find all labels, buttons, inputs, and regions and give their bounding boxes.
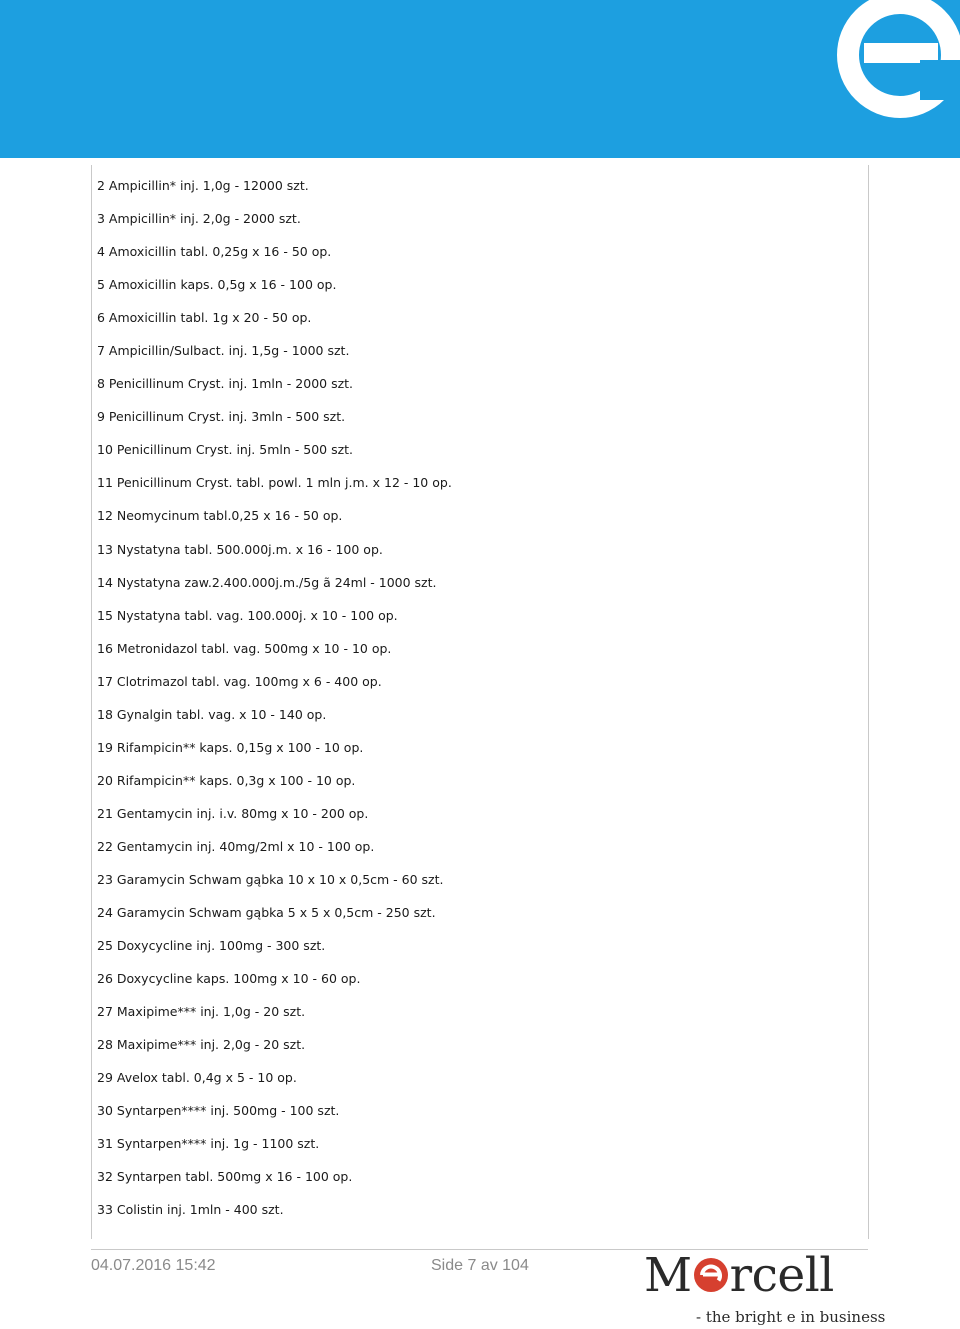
list-item: 4 Amoxicillin tabl. 0,25g x 16 - 50 op. bbox=[97, 244, 332, 260]
brand-prefix: M bbox=[644, 1248, 692, 1303]
list-item: 20 Rifampicin** kaps. 0,3g x 100 - 10 op. bbox=[97, 772, 356, 788]
list-item: 2 Ampicillin* inj. 1,0g - 12000 szt. bbox=[97, 178, 309, 193]
list-item: 10 Penicillinum Cryst. inj. 5mln - 500 szt. bbox=[97, 442, 354, 458]
list-item: 14 Nystatyna zaw.2.400.000j.m./5g ã 24ml - 1000 szt. bbox=[97, 574, 437, 590]
list-item: 31 Syntarpen**** inj. 1g - 1100 szt. bbox=[97, 1136, 320, 1152]
list-item: 22 Gentamycin inj. 40mg/2ml x 10 - 100 op. bbox=[97, 838, 375, 854]
list-item: 27 Maxipime*** inj. 1,0g - 20 szt. bbox=[97, 1004, 306, 1020]
list-item: 24 Garamycin Schwam gąbka 5 x 5 x 0,5cm - 250 szt. bbox=[97, 905, 436, 921]
list-item: 23 Garamycin Schwam gąbka 10 x 10 x 0,5cm - 60 szt. bbox=[97, 871, 444, 887]
list-item: 15 Nystatyna tabl. vag. 100.000j. x 10 - 100 op. bbox=[97, 607, 398, 623]
footer-datetime: 04.07.2016 15:42 bbox=[91, 1257, 216, 1274]
list-item: 25 Doxycycline inj. 100mg - 300 szt. bbox=[97, 938, 326, 954]
list-item: 33 Colistin inj. 1mln - 400 szt. bbox=[97, 1202, 284, 1218]
brand-e-icon bbox=[693, 1257, 729, 1293]
list-item: 12 Neomycinum tabl.0,25 x 16 - 50 op. bbox=[97, 508, 343, 524]
list-item: 32 Syntarpen tabl. 500mg x 16 - 100 op. bbox=[97, 1169, 353, 1185]
list-item: 30 Syntarpen**** inj. 500mg - 100 szt. bbox=[97, 1103, 340, 1119]
header-band bbox=[0, 0, 960, 158]
list-item: 3 Ampicillin* inj. 2,0g - 2000 szt. bbox=[97, 211, 301, 227]
list-item: 29 Avelox tabl. 0,4g x 5 - 10 op. bbox=[97, 1070, 297, 1086]
list-item: 7 Ampicillin/Sulbact. inj. 1,5g - 1000 szt. bbox=[97, 343, 350, 359]
medication-list bbox=[97, 176, 452, 1234]
list-item: 11 Penicillinum Cryst. tabl. powl. 1 mln j.m. x 12 - 10 op. bbox=[97, 475, 452, 491]
brand-name bbox=[644, 1248, 834, 1304]
page-number: Side 7 av 104 bbox=[431, 1257, 529, 1274]
list-item: 13 Nystatyna tabl. 500.000j.m. x 16 - 100 op. bbox=[97, 541, 383, 557]
brand-logo bbox=[644, 1248, 886, 1326]
brand-tagline: - the bright e in business bbox=[696, 1308, 886, 1326]
list-item: 28 Maxipime*** inj. 2,0g - 20 szt. bbox=[97, 1037, 306, 1053]
list-item: 9 Penicillinum Cryst. inj. 3mln - 500 szt. bbox=[97, 409, 346, 425]
list-item: 17 Clotrimazol tabl. vag. 100mg x 6 - 400 op. bbox=[97, 673, 382, 689]
list-item: 5 Amoxicillin kaps. 0,5g x 16 - 100 op. bbox=[97, 277, 337, 293]
list-item: 26 Doxycycline kaps. 100mg x 10 - 60 op. bbox=[97, 971, 361, 987]
list-item: 21 Gentamycin inj. i.v. 80mg x 10 - 200 op. bbox=[97, 805, 369, 821]
list-item: 6 Amoxicillin tabl. 1g x 20 - 50 op. bbox=[97, 310, 312, 326]
list-item: 16 Metronidazol tabl. vag. 500mg x 10 - 10 op. bbox=[97, 640, 392, 656]
list-item: 8 Penicillinum Cryst. inj. 1mln - 2000 szt. bbox=[97, 376, 354, 392]
e-logo-icon bbox=[820, 0, 960, 120]
brand-suffix: rcell bbox=[729, 1248, 834, 1303]
list-item: 19 Rifampicin** kaps. 0,15g x 100 - 10 op. bbox=[97, 739, 364, 755]
list-item: 18 Gynalgin tabl. vag. x 10 - 140 op. bbox=[97, 706, 327, 722]
